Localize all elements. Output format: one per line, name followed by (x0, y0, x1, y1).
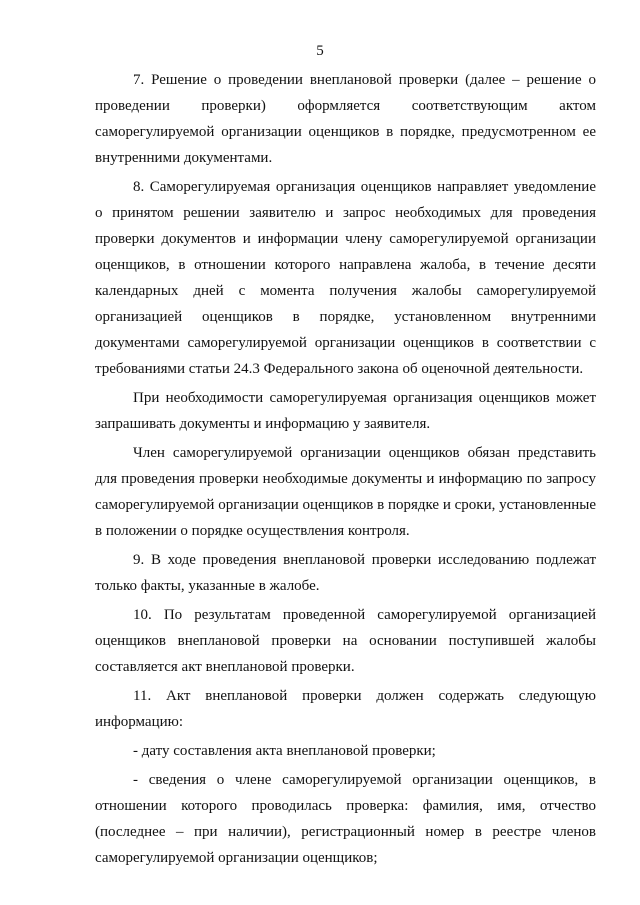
document-body (95, 67, 596, 871)
paragraph-member-obligation: Член саморегулируемой организации оценщиков обязан представить для проведения проверки необходимые документы и информацию по запросу саморегулируемой организации оценщиков в порядке и сроки, установленные в положении о порядке осуществления контроля. (95, 445, 596, 539)
paragraph-11-act-contents: 11. Акт внеплановой проверки должен содержать следующую информацию: (95, 688, 596, 730)
list-item-act-date: - дату составления акта внеплановой проверки; (133, 743, 436, 759)
page-number: 5 (316, 43, 324, 59)
paragraph-10-act: 10. По результатам проведенной саморегулируемой организацией оценщиков внеплановой проверки на основании поступившей жалобы составляется акт внеплановой проверки. (95, 607, 596, 675)
paragraph-request-applicant: При необходимости саморегулируемая организация оценщиков может запрашивать документы и информацию у заявителя. (95, 390, 596, 432)
paragraph-9-scope: 9. В ходе проведения внеплановой проверки исследованию подлежат только факты, указанные в жалобе. (95, 552, 596, 594)
paragraph-8-notification: 8. Саморегулируемая организация оценщиков направляет уведомление о принятом решении заявителю и запрос необходимых для проведения проверки документов и информации члену саморегулируемой организации оценщиков, в отношении которого направлена жалоба, в течение десяти календарных дней с момента получения жалобы саморегулируемой организацией оценщиков в порядке, установленном внутренними документами саморегулируемой организации оценщиков в соответствии с требованиями статьи 24.3 Федерального закона об оценочной деятельности. (95, 179, 596, 377)
list-item-member-info: - сведения о члене саморегулируемой организации оценщиков, в отношении которого проводилась проверка: фамилия, имя, отчество (последнее – при наличии), регистрационный номер в реестре членов саморегулируемой организации оценщиков; (95, 772, 596, 866)
paragraph-7-decision: 7. Решение о проведении внеплановой проверки (далее – решение о проведении проверки) оформляется соответствующим актом саморегулируемой организации оценщиков в порядке, предусмотренном ее внутренними документами. (95, 72, 596, 166)
